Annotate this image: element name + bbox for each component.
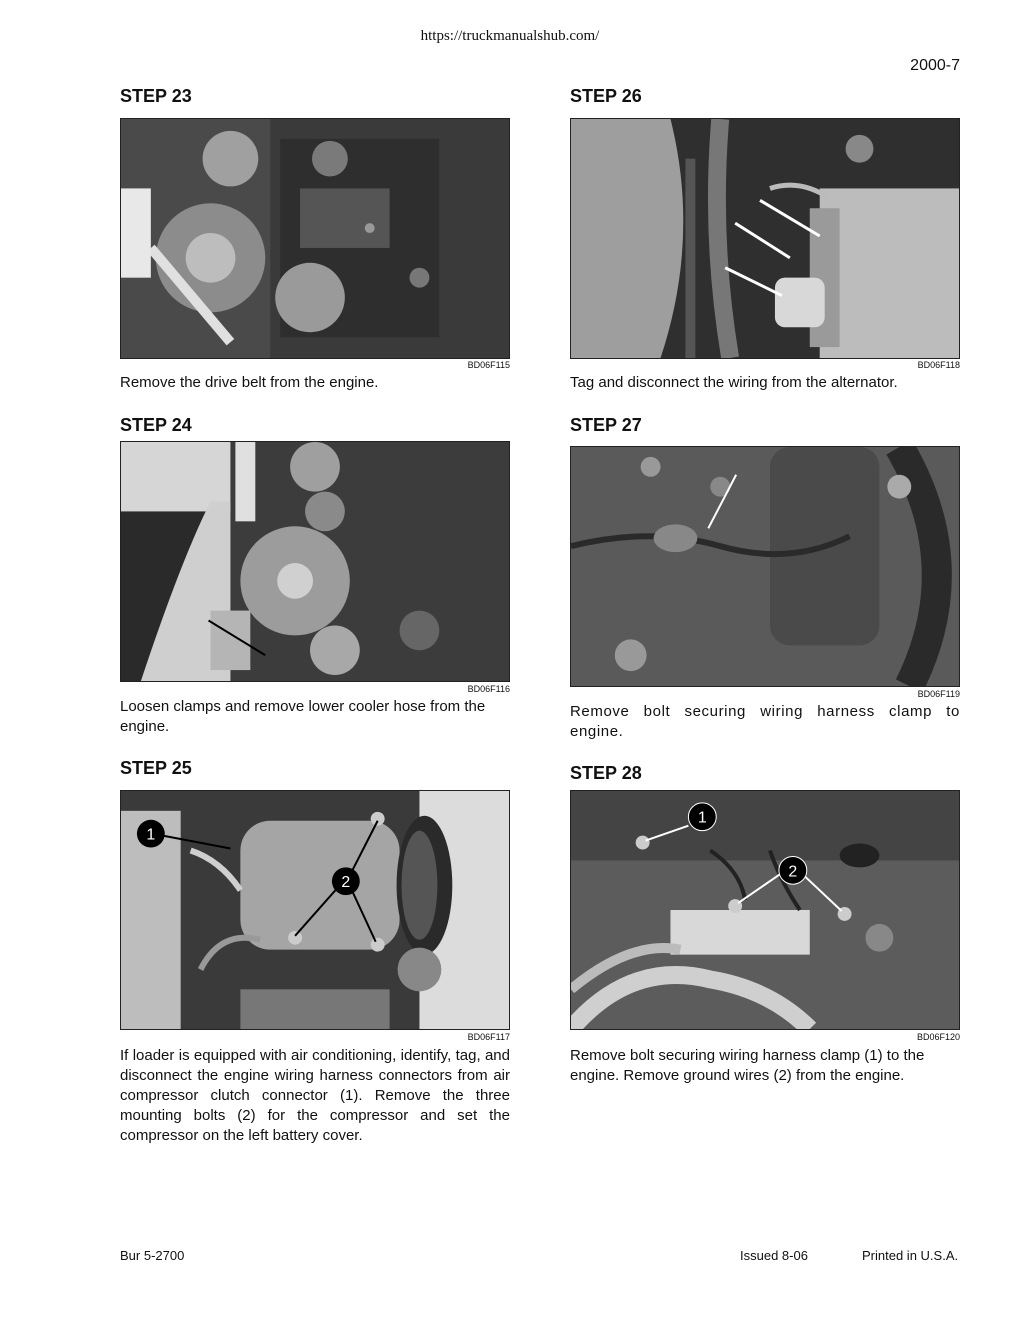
step-23-caption: Remove the drive belt from the engine. [120, 374, 379, 391]
step-27-figure-code: BD06F119 [917, 689, 960, 699]
step-28-figure-code: BD06F120 [916, 1032, 960, 1042]
step-24-photo [120, 441, 510, 682]
step-25-figure-code: BD06F117 [467, 1032, 510, 1042]
step-27-photo [570, 446, 960, 687]
step-28-callout-2: 2 [788, 863, 798, 881]
step-25-callout-2: 2 [341, 874, 351, 892]
step-25-title: STEP 25 [120, 758, 192, 778]
step-28-callout-1: 1 [697, 809, 707, 827]
step-28-caption: Remove bolt securing wiring harness clamp (1) to the engine. Remove ground wires (2) from the engine. [570, 1047, 925, 1084]
step-25-caption: If loader is equipped with air conditioning, identify, tag, and disconnect the engine wiring harness connectors from air compressor clutch connector (1). Remove the three mounting bolts (2) for the compressor and set the compressor on the left battery cover. [120, 1047, 510, 1144]
step-27-title: STEP 27 [570, 415, 642, 435]
step-25-photo [120, 790, 510, 1030]
step-28-title: STEP 28 [570, 763, 642, 783]
footer-printed: Printed in U.S.A. [862, 1248, 959, 1263]
step-28-photo [570, 790, 960, 1030]
step-24-caption: Loosen clamps and remove lower cooler hose from the engine. [120, 698, 486, 735]
source-url: https://truckmanualshub.com/ [420, 28, 600, 44]
step-24-title: STEP 24 [120, 415, 192, 435]
step-26-caption: Tag and disconnect the wiring from the alternator. [570, 374, 898, 391]
page-number: 2000-7 [910, 57, 960, 74]
step-24-figure-code: BD06F116 [467, 684, 510, 694]
footer-document-id: Bur 5-2700 [120, 1248, 185, 1263]
step-23-title: STEP 23 [120, 86, 192, 106]
step-23-photo [120, 118, 510, 359]
step-25-callout-1: 1 [146, 826, 156, 844]
step-27-caption: Remove bolt securing wiring harness clamp to engine. [570, 703, 960, 740]
step-26-figure-code: BD06F118 [917, 360, 960, 370]
step-26-photo [570, 118, 960, 359]
step-26-title: STEP 26 [570, 86, 642, 106]
step-23-figure-code: BD06F115 [467, 360, 510, 370]
footer-issued: Issued 8-06 [740, 1248, 808, 1263]
